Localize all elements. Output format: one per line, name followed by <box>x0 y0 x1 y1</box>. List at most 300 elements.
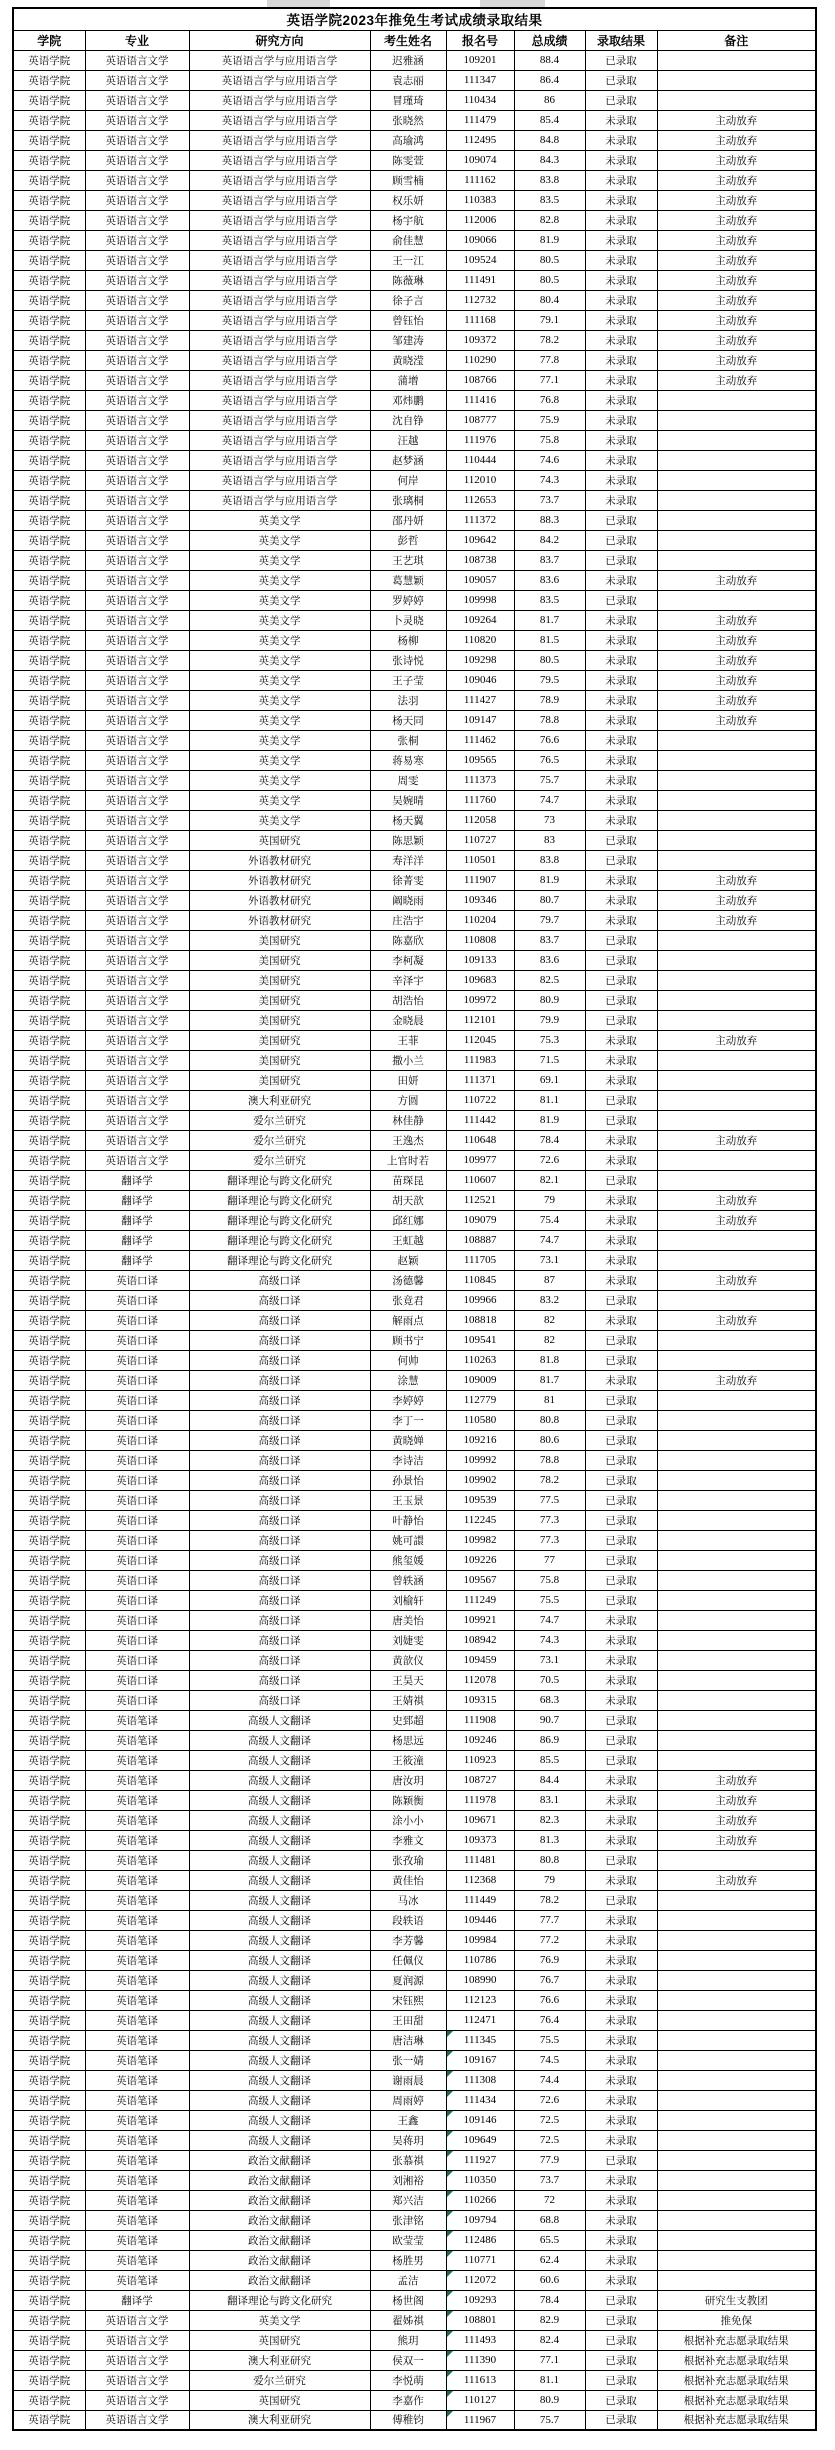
cell-remark <box>657 90 816 110</box>
cell-direction: 高级口译 <box>189 1490 370 1510</box>
cell-result: 已录取 <box>585 1550 657 1570</box>
cell-direction: 高级口译 <box>189 1370 370 1390</box>
cell-name: 撒小兰 <box>370 1050 446 1070</box>
cell-direction: 英美文学 <box>189 810 370 830</box>
cell-major: 英语语言文学 <box>85 1010 189 1030</box>
cell-college: 英语学院 <box>13 1370 85 1390</box>
table-row <box>13 710 816 730</box>
cell-direction: 高级口译 <box>189 1270 370 1290</box>
cell-direction: 澳大利亚研究 <box>189 2410 370 2430</box>
cell-remark <box>657 770 816 790</box>
cell-college: 英语学院 <box>13 1510 85 1530</box>
cell-regno: 111416 <box>446 390 514 410</box>
cell-result: 未录取 <box>585 190 657 210</box>
cell-regno: 110580 <box>446 1410 514 1430</box>
cell-remark: 主动放弃 <box>657 1830 816 1850</box>
cell-result: 未录取 <box>585 1210 657 1230</box>
cell-college: 英语学院 <box>13 730 85 750</box>
cell-regno: 109346 <box>446 890 514 910</box>
cell-major: 英语语言文学 <box>85 2310 189 2330</box>
cell-regno: 112471 <box>446 2010 514 2030</box>
cell-remark <box>657 990 816 1010</box>
cell-remark: 主动放弃 <box>657 610 816 630</box>
cell-college: 英语学院 <box>13 1270 85 1290</box>
cell-remark: 主动放弃 <box>657 910 816 930</box>
cell-score: 83.1 <box>514 1790 585 1810</box>
cell-remark <box>657 1590 816 1610</box>
cell-direction: 外语教材研究 <box>189 850 370 870</box>
cell-direction: 英语语言学与应用语言学 <box>189 290 370 310</box>
cell-college: 英语学院 <box>13 2270 85 2290</box>
cell-name: 上官时若 <box>370 1150 446 1170</box>
cell-direction: 高级口译 <box>189 1550 370 1570</box>
cell-regno: 110845 <box>446 1270 514 1290</box>
cell-score: 86.9 <box>514 1730 585 1750</box>
cell-name: 王逸杰 <box>370 1130 446 1150</box>
cell-regno: 111983 <box>446 1050 514 1070</box>
cell-remark: 主动放弃 <box>657 290 816 310</box>
cell-result: 未录取 <box>585 730 657 750</box>
cell-name: 黄歆仪 <box>370 1650 446 1670</box>
cell-college: 英语学院 <box>13 1330 85 1350</box>
cell-college: 英语学院 <box>13 710 85 730</box>
table-row <box>13 950 816 970</box>
cell-direction: 高级人文翻译 <box>189 1910 370 1930</box>
cell-result: 未录取 <box>585 1990 657 2010</box>
cell-name: 唐美怡 <box>370 1610 446 1630</box>
cell-score: 87 <box>514 1270 585 1290</box>
cell-direction: 翻译理论与跨文化研究 <box>189 1170 370 1190</box>
cell-college: 英语学院 <box>13 610 85 630</box>
cell-major: 英语笔译 <box>85 1970 189 1990</box>
cell-major: 英语语言文学 <box>85 310 189 330</box>
cell-score: 79.5 <box>514 670 585 690</box>
cell-score: 75.7 <box>514 770 585 790</box>
cell-name: 唐汝玥 <box>370 1770 446 1790</box>
cell-major: 英语语言文学 <box>85 690 189 710</box>
cell-remark: 主动放弃 <box>657 130 816 150</box>
cell-regno: 112521 <box>446 1190 514 1210</box>
cell-name: 顾书宁 <box>370 1330 446 1350</box>
cell-major: 英语口译 <box>85 1670 189 1690</box>
cell-score: 76.6 <box>514 730 585 750</box>
cell-major: 英语笔译 <box>85 2090 189 2110</box>
cell-remark: 主动放弃 <box>657 690 816 710</box>
cell-regno: 110607 <box>446 1170 514 1190</box>
cell-result: 已录取 <box>585 1090 657 1110</box>
cell-major: 英语语言文学 <box>85 530 189 550</box>
cell-regno: 112006 <box>446 210 514 230</box>
table-row <box>13 2150 816 2170</box>
cell-result: 未录取 <box>585 1670 657 1690</box>
cell-regno: 110350 <box>446 2170 514 2190</box>
cell-result: 未录取 <box>585 1910 657 1930</box>
cell-direction: 政治文献翻译 <box>189 2250 370 2270</box>
cell-direction: 英美文学 <box>189 530 370 550</box>
cell-error-marker-icon <box>447 2331 453 2337</box>
cell-direction: 澳大利亚研究 <box>189 2350 370 2370</box>
cell-regno: 110263 <box>446 1350 514 1370</box>
cell-score: 74.7 <box>514 790 585 810</box>
cell-score: 81.3 <box>514 1830 585 1850</box>
cell-major: 英语语言文学 <box>85 590 189 610</box>
cell-direction: 高级人文翻译 <box>189 2110 370 2130</box>
cell-remark <box>657 2190 816 2210</box>
cell-major: 英语语言文学 <box>85 830 189 850</box>
cell-remark <box>657 950 816 970</box>
cell-regno: 109373 <box>446 1830 514 1850</box>
cell-college: 英语学院 <box>13 170 85 190</box>
cell-regno: 111491 <box>446 270 514 290</box>
cell-college: 英语学院 <box>13 1830 85 1850</box>
cell-direction: 高级人文翻译 <box>189 1770 370 1790</box>
cell-regno: 112058 <box>446 810 514 830</box>
cell-college: 英语学院 <box>13 630 85 650</box>
cell-score: 81.1 <box>514 1090 585 1110</box>
cell-name: 李芳馨 <box>370 1930 446 1950</box>
cell-result: 已录取 <box>585 930 657 950</box>
cell-remark: 主动放弃 <box>657 310 816 330</box>
cell-score: 72.5 <box>514 2110 585 2130</box>
cell-major: 英语语言文学 <box>85 1050 189 1070</box>
cell-regno: 110127 <box>446 2390 514 2410</box>
cell-regno: 109201 <box>446 50 514 70</box>
cell-name: 冒瑾琦 <box>370 90 446 110</box>
cell-direction: 英语语言学与应用语言学 <box>189 230 370 250</box>
cell-regno: 109982 <box>446 1530 514 1550</box>
cell-regno: 111976 <box>446 430 514 450</box>
table-row <box>13 1650 816 1670</box>
cell-score: 72.6 <box>514 1150 585 1170</box>
cell-college: 英语学院 <box>13 1130 85 1150</box>
cell-direction: 高级人文翻译 <box>189 2070 370 2090</box>
cell-score: 82 <box>514 1310 585 1330</box>
cell-college: 英语学院 <box>13 1470 85 1490</box>
cell-college: 英语学院 <box>13 50 85 70</box>
cell-result: 未录取 <box>585 2170 657 2190</box>
cell-error-marker-icon <box>447 2351 453 2357</box>
cell-result: 已录取 <box>585 1590 657 1610</box>
cell-major: 英语语言文学 <box>85 890 189 910</box>
cell-direction: 英美文学 <box>189 750 370 770</box>
cell-college: 英语学院 <box>13 1690 85 1710</box>
cell-result: 已录取 <box>585 1330 657 1350</box>
column-header-3: 考生姓名 <box>370 30 446 50</box>
cell-remark <box>657 1330 816 1350</box>
table-row <box>13 1470 816 1490</box>
table-row <box>13 1810 816 1830</box>
cell-remark <box>657 1150 816 1170</box>
cell-college: 英语学院 <box>13 2070 85 2090</box>
cell-remark: 主动放弃 <box>657 330 816 350</box>
table-row <box>13 2410 816 2430</box>
cell-direction: 英美文学 <box>189 2310 370 2330</box>
cell-score: 74.3 <box>514 470 585 490</box>
cell-major: 翻译学 <box>85 1210 189 1230</box>
cell-major: 英语笔译 <box>85 2130 189 2150</box>
cell-major: 英语语言文学 <box>85 670 189 690</box>
cell-name: 翟姊祺 <box>370 2310 446 2330</box>
table-row <box>13 1750 816 1770</box>
cell-remark <box>657 1610 816 1630</box>
cell-major: 英语语言文学 <box>85 950 189 970</box>
cell-remark <box>657 830 816 850</box>
cell-direction: 高级人文翻译 <box>189 2030 370 2050</box>
cell-direction: 英美文学 <box>189 690 370 710</box>
cell-name: 李雅文 <box>370 1830 446 1850</box>
cell-direction: 英美文学 <box>189 790 370 810</box>
cell-major: 英语笔译 <box>85 1910 189 1930</box>
cell-score: 77.7 <box>514 1910 585 1930</box>
cell-college: 英语学院 <box>13 270 85 290</box>
cell-name: 葛慧颖 <box>370 570 446 590</box>
cell-direction: 高级口译 <box>189 1390 370 1410</box>
cell-remark: 推免保 <box>657 2310 816 2330</box>
admission-results-table <box>12 7 817 2431</box>
cell-result: 未录取 <box>585 650 657 670</box>
cell-score: 80.6 <box>514 1430 585 1450</box>
cell-college: 英语学院 <box>13 2170 85 2190</box>
cell-name: 张晓然 <box>370 110 446 130</box>
cell-score: 80.4 <box>514 290 585 310</box>
cell-result: 未录取 <box>585 230 657 250</box>
cell-college: 英语学院 <box>13 830 85 850</box>
cell-regno: 109315 <box>446 1690 514 1710</box>
table-row <box>13 90 816 110</box>
cell-regno: 112078 <box>446 1670 514 1690</box>
cell-college: 英语学院 <box>13 1650 85 1670</box>
cell-college: 英语学院 <box>13 570 85 590</box>
cell-score: 78.9 <box>514 690 585 710</box>
cell-direction: 高级口译 <box>189 1590 370 1610</box>
table-row <box>13 1350 816 1370</box>
cell-result: 已录取 <box>585 1470 657 1490</box>
cell-result: 未录取 <box>585 1950 657 1970</box>
cell-result: 已录取 <box>585 950 657 970</box>
table-row <box>13 130 816 150</box>
cell-result: 已录取 <box>585 1710 657 1730</box>
cell-score: 68.3 <box>514 1690 585 1710</box>
cell-college: 英语学院 <box>13 790 85 810</box>
table-row <box>13 1970 816 1990</box>
cell-college: 英语学院 <box>13 2090 85 2110</box>
cell-name: 李丁一 <box>370 1410 446 1430</box>
cell-direction: 英语语言学与应用语言学 <box>189 310 370 330</box>
cell-score: 78.4 <box>514 1130 585 1150</box>
table-row <box>13 1250 816 1270</box>
cell-major: 英语语言文学 <box>85 270 189 290</box>
cell-regno: 110204 <box>446 910 514 930</box>
cell-name: 邱红娜 <box>370 1210 446 1230</box>
cell-regno: 110722 <box>446 1090 514 1110</box>
cell-regno: 110444 <box>446 450 514 470</box>
cell-score: 76.9 <box>514 1950 585 1970</box>
cell-result: 未录取 <box>585 410 657 430</box>
cell-name: 唐洁琳 <box>370 2030 446 2050</box>
cell-college: 英语学院 <box>13 1950 85 1970</box>
cell-regno: 110808 <box>446 930 514 950</box>
cell-regno: 109216 <box>446 1430 514 1450</box>
cell-remark: 主动放弃 <box>657 1270 816 1290</box>
cell-major: 英语语言文学 <box>85 370 189 390</box>
cell-remark: 主动放弃 <box>657 350 816 370</box>
cell-score: 74.7 <box>514 1610 585 1630</box>
cell-direction: 英语语言学与应用语言学 <box>189 250 370 270</box>
cell-major: 英语笔译 <box>85 2270 189 2290</box>
cell-college: 英语学院 <box>13 2390 85 2410</box>
cell-remark: 主动放弃 <box>657 670 816 690</box>
cell-remark <box>657 1850 816 1870</box>
cell-name: 杨世阁 <box>370 2290 446 2310</box>
cell-direction: 高级人文翻译 <box>189 2010 370 2030</box>
table-row <box>13 150 816 170</box>
cell-result: 未录取 <box>585 870 657 890</box>
cell-college: 英语学院 <box>13 530 85 550</box>
cell-remark: 主动放弃 <box>657 890 816 910</box>
cell-major: 英语语言文学 <box>85 1070 189 1090</box>
cell-regno: 110727 <box>446 830 514 850</box>
cell-score: 83.7 <box>514 930 585 950</box>
cell-direction: 英语语言学与应用语言学 <box>189 110 370 130</box>
cell-regno: 109074 <box>446 150 514 170</box>
cell-major: 英语语言文学 <box>85 210 189 230</box>
cell-major: 英语口译 <box>85 1450 189 1470</box>
cell-college: 英语学院 <box>13 1730 85 1750</box>
cell-score: 74.6 <box>514 450 585 470</box>
cell-regno: 112245 <box>446 1510 514 1530</box>
cell-result: 已录取 <box>585 2290 657 2310</box>
table-row <box>13 1690 816 1710</box>
cell-name: 涂小小 <box>370 1810 446 1830</box>
cell-direction: 高级口译 <box>189 1410 370 1430</box>
cell-name: 曾钰怡 <box>370 310 446 330</box>
table-row <box>13 1270 816 1290</box>
cell-regno: 109046 <box>446 670 514 690</box>
cell-direction: 政治文献翻译 <box>189 2270 370 2290</box>
cell-direction: 英美文学 <box>189 590 370 610</box>
cell-name: 曾轶涵 <box>370 1570 446 1590</box>
cell-college: 英语学院 <box>13 1390 85 1410</box>
cell-college: 英语学院 <box>13 1610 85 1630</box>
cell-name: 黄晓滢 <box>370 350 446 370</box>
cell-direction: 英语语言学与应用语言学 <box>189 90 370 110</box>
cell-name: 赵颖 <box>370 1250 446 1270</box>
table-row <box>13 2190 816 2210</box>
cell-score: 83.2 <box>514 1290 585 1310</box>
table-row <box>13 310 816 330</box>
cell-regno: 111613 <box>446 2370 514 2390</box>
cell-name: 罗婷婷 <box>370 590 446 610</box>
cell-result: 未录取 <box>585 370 657 390</box>
cell-remark <box>657 730 816 750</box>
cell-regno: 111345 <box>446 2030 514 2050</box>
table-row <box>13 750 816 770</box>
cell-result: 已录取 <box>585 1110 657 1130</box>
cell-score: 82 <box>514 1330 585 1350</box>
cell-direction: 高级人文翻译 <box>189 1830 370 1850</box>
table-header-row <box>13 30 816 50</box>
cell-error-marker-icon <box>447 2171 453 2177</box>
cell-result: 已录取 <box>585 590 657 610</box>
cell-regno: 109992 <box>446 1450 514 1470</box>
cell-remark <box>657 1970 816 1990</box>
cell-score: 75.5 <box>514 1590 585 1610</box>
cell-name: 刘榆轩 <box>370 1590 446 1610</box>
table-row <box>13 570 816 590</box>
cell-major: 英语笔译 <box>85 1990 189 2010</box>
table-row <box>13 890 816 910</box>
cell-score: 82.9 <box>514 2310 585 2330</box>
cell-name: 寿洋洋 <box>370 850 446 870</box>
table-row <box>13 1870 816 1890</box>
cell-name: 夏润源 <box>370 1970 446 1990</box>
cell-result: 未录取 <box>585 1150 657 1170</box>
cell-remark <box>657 490 816 510</box>
table-row <box>13 510 816 530</box>
cell-regno: 110383 <box>446 190 514 210</box>
cell-result: 已录取 <box>585 830 657 850</box>
cell-college: 英语学院 <box>13 250 85 270</box>
cell-name: 刘湘裕 <box>370 2170 446 2190</box>
cell-major: 英语口译 <box>85 1270 189 1290</box>
cell-regno: 110648 <box>446 1130 514 1150</box>
cell-error-marker-icon <box>447 2131 453 2137</box>
cell-major: 英语口译 <box>85 1430 189 1450</box>
cell-name: 李嘉作 <box>370 2390 446 2410</box>
cell-college: 英语学院 <box>13 1210 85 1230</box>
cell-major: 英语语言文学 <box>85 750 189 770</box>
table-row <box>13 1450 816 1470</box>
cell-direction: 澳大利亚研究 <box>189 1090 370 1110</box>
cell-direction: 高级人文翻译 <box>189 1850 370 1870</box>
column-header-6: 录取结果 <box>585 30 657 50</box>
cell-name: 叶静怡 <box>370 1510 446 1530</box>
cell-result: 未录取 <box>585 1230 657 1250</box>
cell-college: 英语学院 <box>13 1550 85 1570</box>
cell-result: 未录取 <box>585 690 657 710</box>
cell-remark <box>657 1990 816 2010</box>
cell-direction: 高级人文翻译 <box>189 2130 370 2150</box>
cell-regno: 109541 <box>446 1330 514 1350</box>
cell-score: 76.8 <box>514 390 585 410</box>
cell-remark: 主动放弃 <box>657 1030 816 1050</box>
cell-regno: 112495 <box>446 130 514 150</box>
cell-regno: 112045 <box>446 1030 514 1050</box>
cell-major: 英语笔译 <box>85 2030 189 2050</box>
cell-major: 英语语言文学 <box>85 510 189 530</box>
table-row <box>13 2250 816 2270</box>
cell-major: 英语笔译 <box>85 1930 189 1950</box>
cell-name: 侯双一 <box>370 2350 446 2370</box>
table-row <box>13 930 816 950</box>
cell-result: 未录取 <box>585 1630 657 1650</box>
cell-college: 英语学院 <box>13 690 85 710</box>
cell-regno: 110820 <box>446 630 514 650</box>
cell-major: 英语口译 <box>85 1570 189 1590</box>
cell-college: 英语学院 <box>13 1290 85 1310</box>
cell-result: 未录取 <box>585 750 657 770</box>
table-row <box>13 2010 816 2030</box>
column-header-7: 备注 <box>657 30 816 50</box>
cell-remark <box>657 1250 816 1270</box>
table-row <box>13 1890 816 1910</box>
cell-score: 68.8 <box>514 2210 585 2230</box>
cell-direction: 高级口译 <box>189 1650 370 1670</box>
cell-score: 80.5 <box>514 650 585 670</box>
cell-direction: 高级口译 <box>189 1510 370 1530</box>
cell-name: 庄浩宇 <box>370 910 446 930</box>
table-row <box>13 1110 816 1130</box>
